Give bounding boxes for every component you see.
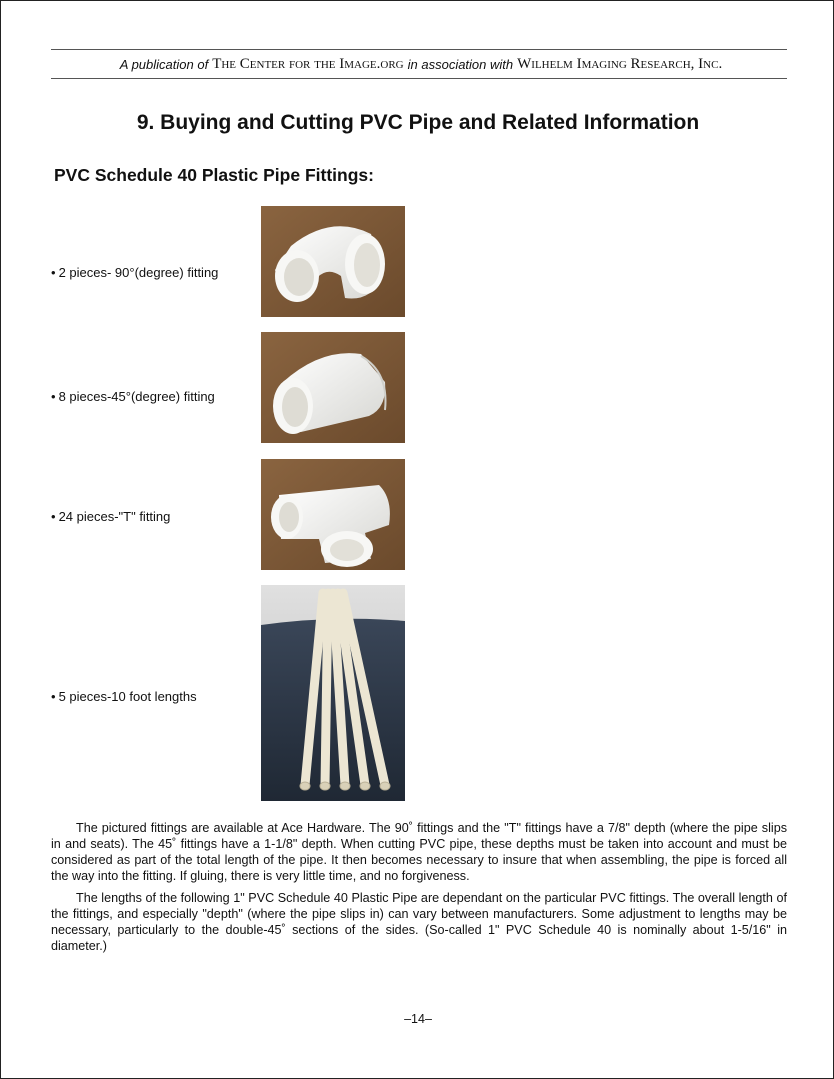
bullet: •: [51, 265, 56, 280]
body-text: [51, 820, 787, 960]
list-item: [51, 265, 218, 280]
page-title: 9. Buying and Cutting PVC Pipe and Related Information: [136, 111, 700, 134]
list-item: [51, 689, 197, 704]
item-label: 24 pieces-"T" fitting: [58, 509, 171, 524]
bullet: •: [51, 689, 56, 704]
photo-90-degree-fitting: [261, 206, 405, 317]
item-label: 8 pieces-45°(degree) fitting: [58, 389, 215, 404]
publication-header: [51, 49, 787, 79]
header-org-1: The Center for the Image.org: [212, 55, 404, 72]
bullet: •: [51, 509, 56, 524]
paragraph: The pictured fittings are available at Ace Hardware. The 90˚ fittings and the "T" fittings have a 7/8" depth (where the pipe slips in and seats). The 45˚ fittings have a 1-1/8" depth. When cutting PVC pipe, these depths must be taken into account and must be considered as part of the total length of the pipe. It then becomes necessary to insure that when assembling, the pipe is forced all the way into the fitting. If gluing, there is very little time, and no forgiveness.: [51, 821, 787, 883]
header-text-1: A publication of: [119, 56, 209, 72]
photo-t-fitting: [261, 459, 405, 570]
list-item: [51, 389, 215, 404]
bullet: •: [51, 389, 56, 404]
header-text-2: in association with: [407, 56, 514, 72]
list-item: [51, 509, 170, 524]
item-label: 5 pieces-10 foot lengths: [58, 689, 197, 704]
photo-45-degree-fitting: [261, 332, 405, 443]
page-number: –14–: [404, 1012, 432, 1026]
paragraph: The lengths of the following 1" PVC Schedule 40 Plastic Pipe are dependant on the particular PVC fittings. The overall length of the fittings, and especially "depth" (where the pipe slips in) can vary between manufacturers. Some adjustment to lengths may be necessary, particularly to the double-45˚ sections of the sides. (So-called 1" PVC Schedule 40 is nominally about 1-5/16" in diameter.): [51, 891, 787, 953]
photo-pipe-lengths: [261, 585, 405, 801]
item-label: 2 pieces- 90°(degree) fitting: [58, 265, 219, 280]
header-org-2: Wilhelm Imaging Research, Inc.: [517, 55, 723, 72]
section-subtitle: PVC Schedule 40 Plastic Pipe Fittings:: [54, 165, 374, 185]
